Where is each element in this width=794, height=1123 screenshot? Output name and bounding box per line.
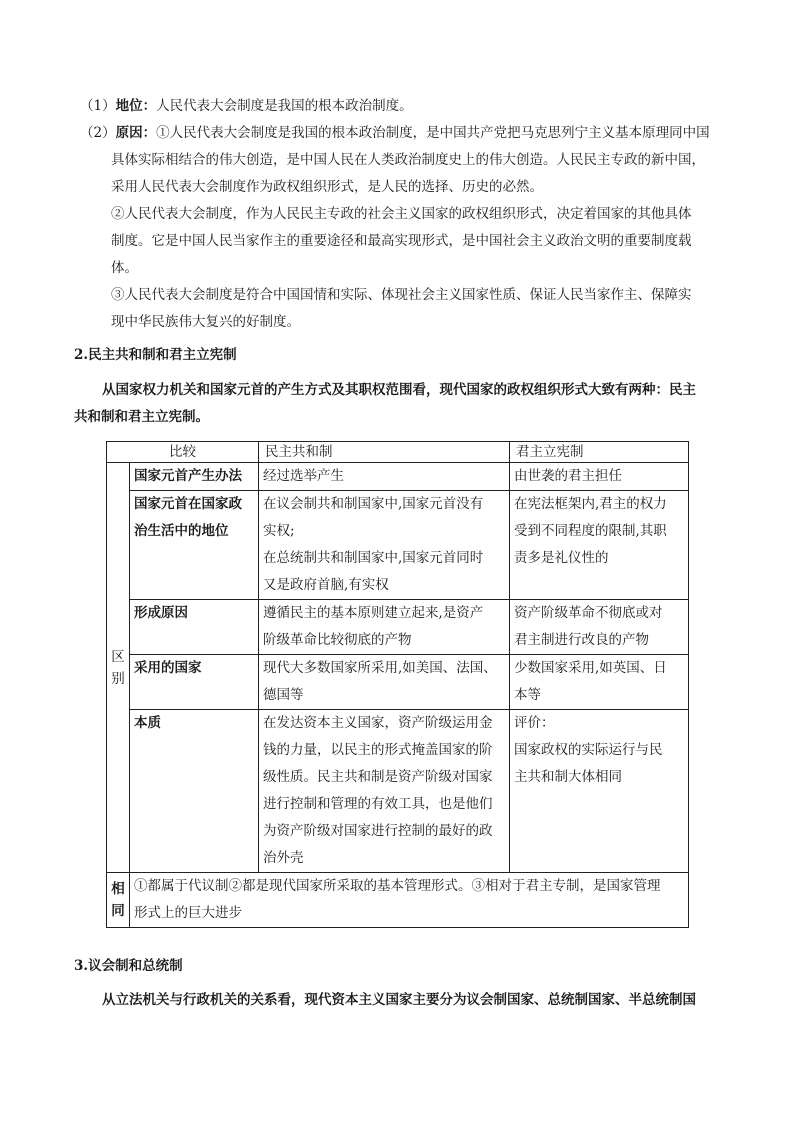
item2-line: 制度。它是中国人民当家作主的重要途径和最高实现形式，是中国社会主义政治文明的重要制度载: [111, 233, 692, 249]
monarchy-cell: 少数国家采用,如英国、日 本等: [510, 655, 689, 710]
monarchy-cell: 在宪法框架内,君主的权力 受到不同程度的限制,其职 责多是礼仪性的: [510, 491, 689, 600]
row-label: 国家元首产生办法: [130, 463, 259, 491]
item1-number: （1）: [80, 98, 116, 114]
item2-reason-text: ①人民代表大会制度是我国的根本政治制度，是中国共产党把马克思列宁主义基本原理同中国: [156, 125, 710, 141]
section3-heading: 3.议会制和总统制: [74, 958, 183, 974]
row-label: 国家元首在国家政 治生活中的地位: [130, 491, 259, 600]
row-label: 采用的国家: [130, 655, 259, 710]
item1-label: 地位：: [115, 98, 157, 114]
item2-line: 采用人民代表大会制度作为政权组织形式，是人民的选择、历史的必然。: [111, 179, 543, 195]
item2-number: （2）: [80, 125, 116, 141]
item2-line: ③人民代表大会制度是符合中国国情和实际、体现社会主义国家性质、保证人民当家作主、保障实: [111, 287, 692, 303]
table-row-same: [107, 873, 689, 928]
item2-first-line: [80, 124, 710, 142]
row-label: 形成原因: [130, 600, 259, 655]
item2-line: ②人民代表大会制度，作为人民民主专政的社会主义国家的政权组织形式，决定着国家的其他具体: [111, 206, 692, 222]
republic-cell: 现代大多数国家所采用,如美国、法国、 德国等: [259, 655, 510, 710]
monarchy-cell: 由世袭的君主担任: [510, 463, 689, 491]
row-label: 本质: [130, 710, 259, 873]
republic-cell: 遵循民主的基本原则建立起来,是资产 阶级革命比较彻底的产物: [259, 600, 510, 655]
section2-intro-line: 共和制和君主立宪制。: [74, 409, 209, 425]
republic-cell: 在发达资本主义国家，资产阶级运用金 钱的力量，以民主的形式掩盖国家的阶 级性质。民主共和制是资产阶级对国家 进行控制和管理的有效工具，也是他们 为资产阶级对国家进行控制的最好的政 治外壳: [259, 710, 510, 873]
header-monarchy: 君主立宪制: [510, 442, 689, 463]
item2-line: 具体实际相结合的伟大创造，是中国人民在人类政治制度史上的伟大创造。人民民主专政的新中国，: [111, 152, 705, 168]
header-compare: 比较: [107, 442, 259, 463]
table-row: [107, 600, 689, 655]
table-row: [107, 710, 689, 873]
same-text: ①都属于代议制②都是现代国家所采取的基本管理形式。③相对于君主专制，是国家管理 形式上的巨大进步: [130, 873, 689, 928]
monarchy-cell: 评价： 国家政权的实际运行与民 主共和制大体相同: [510, 710, 689, 873]
comparison-table: [106, 441, 689, 928]
table-row: [107, 463, 689, 491]
monarchy-cell: 资产阶级革命不彻底或对 君主制进行改良的产物: [510, 600, 689, 655]
item2-line: 体。: [111, 260, 138, 276]
item2-label: 原因：: [115, 125, 157, 141]
header-republic: 民主共和制: [259, 442, 510, 463]
republic-cell: 经过选举产生: [259, 463, 510, 491]
table-row: [107, 655, 689, 710]
section2-heading: 2.民主共和制和君主立宪制: [74, 347, 237, 363]
section3-intro-line: 从立法机关与行政机关的关系看，现代资本主义国家主要分为议会制国家、总统制国家、半总统制国: [102, 992, 696, 1008]
item1-line: [80, 97, 413, 115]
section2-intro-line: 从国家权力机关和国家元首的产生方式及其职权范围看，现代国家的政权组织形式大致有两种：民主: [102, 382, 696, 398]
diff-label: 区 别: [107, 463, 130, 873]
item2-line: 现中华民族伟大复兴的好制度。: [111, 314, 300, 330]
same-label: 相 同: [107, 873, 130, 928]
table-row: [107, 491, 689, 600]
table-header-row: [107, 442, 689, 463]
republic-cell: 在议会制共和制国家中,国家元首没有 实权; 在总统制共和制国家中,国家元首同时 又是政府首脑,有实权: [259, 491, 510, 600]
item1-text: 人民代表大会制度是我国的根本政治制度。: [156, 98, 413, 114]
